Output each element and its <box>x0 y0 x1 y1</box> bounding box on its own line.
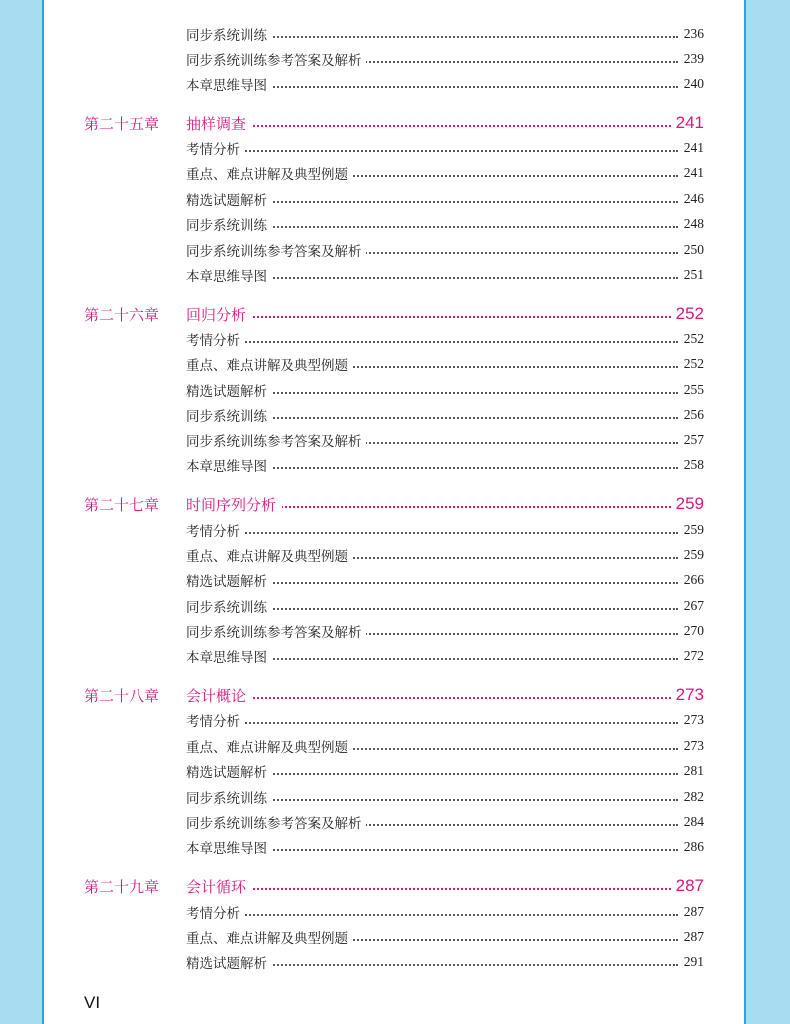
entry-title: 同步系统训练参考答案及解析 <box>186 240 366 260</box>
toc-entry[interactable] <box>44 568 744 592</box>
entry-title: 同步系统训练 <box>186 596 271 616</box>
dot-leader <box>186 697 678 699</box>
entry-page: 291 <box>680 954 704 970</box>
entry-title: 本章思维导图 <box>186 74 271 94</box>
chapter-number: 第二十五章 <box>84 114 160 133</box>
toc-entry[interactable] <box>44 835 744 859</box>
toc-entry[interactable] <box>44 327 744 351</box>
entry-page: 273 <box>680 738 704 754</box>
toc-entry[interactable] <box>44 518 744 542</box>
entry-page: 270 <box>680 623 704 639</box>
entry-title: 本章思维导图 <box>186 837 271 857</box>
toc-entry[interactable] <box>44 708 744 732</box>
entry-page: 272 <box>680 648 704 664</box>
toc-entry[interactable] <box>44 543 744 567</box>
entry-page: 252 <box>680 331 704 347</box>
toc-entry[interactable] <box>44 453 744 477</box>
toc-entry[interactable] <box>44 759 744 783</box>
dot-leader <box>186 722 678 724</box>
chapter-number: 第二十七章 <box>84 495 160 514</box>
dot-leader <box>186 914 678 916</box>
entry-page: 259 <box>680 522 704 538</box>
entry-title: 考情分析 <box>186 710 244 730</box>
chapter-title: 时间序列分析 <box>186 494 282 515</box>
entry-page: 257 <box>680 432 704 448</box>
entry-title: 重点、难点讲解及典型例题 <box>186 927 352 947</box>
entry-page: 246 <box>680 191 704 207</box>
toc-entry[interactable] <box>44 238 744 262</box>
entry-title: 精选试题解析 <box>186 570 271 590</box>
chapter-title: 会计概论 <box>186 685 252 706</box>
chapter-heading[interactable] <box>44 683 744 707</box>
chapter-number: 第二十九章 <box>84 877 160 896</box>
toc-entry[interactable] <box>44 785 744 809</box>
toc-entry[interactable] <box>44 352 744 376</box>
entry-title: 同步系统训练 <box>186 214 271 234</box>
chapter-heading[interactable] <box>44 302 744 326</box>
entry-title: 考情分析 <box>186 520 244 540</box>
chapter-page: 259 <box>672 494 704 514</box>
toc-entry[interactable] <box>44 810 744 834</box>
toc-entry[interactable] <box>44 644 744 668</box>
entry-title: 本章思维导图 <box>186 455 271 475</box>
entry-title: 同步系统训练参考答案及解析 <box>186 812 366 832</box>
entry-title: 重点、难点讲解及典型例题 <box>186 163 352 183</box>
toc-page <box>42 0 746 1024</box>
entry-title: 重点、难点讲解及典型例题 <box>186 354 352 374</box>
dot-leader <box>186 125 678 127</box>
entry-page: 259 <box>680 547 704 563</box>
entry-title: 重点、难点讲解及典型例题 <box>186 545 352 565</box>
page-number: VI <box>84 993 101 1012</box>
dot-leader <box>186 341 678 343</box>
toc-entry[interactable] <box>44 72 744 96</box>
toc-entry[interactable] <box>44 619 744 643</box>
toc-entry[interactable] <box>44 212 744 236</box>
toc-entry[interactable] <box>44 161 744 185</box>
entry-title: 精选试题解析 <box>186 189 271 209</box>
toc-entry[interactable] <box>44 136 744 160</box>
chapter-title: 抽样调查 <box>186 113 252 134</box>
chapter-page: 252 <box>672 304 704 324</box>
entry-page: 267 <box>680 598 704 614</box>
toc-entry[interactable] <box>44 22 744 46</box>
entry-page: 256 <box>680 407 704 423</box>
chapter-heading[interactable] <box>44 492 744 516</box>
entry-page: 273 <box>680 712 704 728</box>
toc-entry[interactable] <box>44 950 744 974</box>
chapter-page: 287 <box>672 876 704 896</box>
entry-page: 239 <box>680 51 704 67</box>
entry-page: 248 <box>680 216 704 232</box>
dot-leader <box>186 150 678 152</box>
entry-page: 266 <box>680 572 704 588</box>
entry-title: 精选试题解析 <box>186 952 271 972</box>
toc-entry[interactable] <box>44 187 744 211</box>
entry-page: 255 <box>680 382 704 398</box>
chapter-page: 273 <box>672 685 704 705</box>
dot-leader <box>186 532 678 534</box>
entry-title: 考情分析 <box>186 329 244 349</box>
entry-page: 281 <box>680 763 704 779</box>
toc-entry[interactable] <box>44 378 744 402</box>
toc-entry[interactable] <box>44 594 744 618</box>
entry-title: 同步系统训练参考答案及解析 <box>186 49 366 69</box>
entry-page: 286 <box>680 839 704 855</box>
entry-title: 同步系统训练参考答案及解析 <box>186 430 366 450</box>
entry-title: 本章思维导图 <box>186 265 271 285</box>
toc-entry[interactable] <box>44 428 744 452</box>
entry-page: 236 <box>680 26 704 42</box>
entry-title: 考情分析 <box>186 138 244 158</box>
entry-page: 258 <box>680 457 704 473</box>
toc-entry[interactable] <box>44 925 744 949</box>
chapter-title: 会计循环 <box>186 876 252 897</box>
chapter-heading[interactable] <box>44 111 744 135</box>
toc-entry[interactable] <box>44 263 744 287</box>
chapter-heading[interactable] <box>44 874 744 898</box>
entry-page: 240 <box>680 76 704 92</box>
entry-page: 287 <box>680 929 704 945</box>
toc-entry[interactable] <box>44 403 744 427</box>
chapter-page: 241 <box>672 113 704 133</box>
toc-entry[interactable] <box>44 47 744 71</box>
chapter-number: 第二十六章 <box>84 305 160 324</box>
entry-title: 本章思维导图 <box>186 646 271 666</box>
entry-title: 重点、难点讲解及典型例题 <box>186 736 352 756</box>
entry-page: 287 <box>680 904 704 920</box>
entry-title: 精选试题解析 <box>186 761 271 781</box>
entry-page: 284 <box>680 814 704 830</box>
entry-page: 282 <box>680 789 704 805</box>
dot-leader <box>186 888 678 890</box>
toc-entry[interactable] <box>44 900 744 924</box>
entry-title: 同步系统训练参考答案及解析 <box>186 621 366 641</box>
chapter-number: 第二十八章 <box>84 686 160 705</box>
entry-page: 252 <box>680 356 704 372</box>
entry-page: 250 <box>680 242 704 258</box>
entry-page: 241 <box>680 140 704 156</box>
entry-title: 同步系统训练 <box>186 787 271 807</box>
dot-leader <box>186 316 678 318</box>
entry-title: 同步系统训练 <box>186 405 271 425</box>
entry-title: 考情分析 <box>186 902 244 922</box>
chapter-title: 回归分析 <box>186 304 252 325</box>
entry-title: 精选试题解析 <box>186 380 271 400</box>
toc-entry[interactable] <box>44 734 744 758</box>
entry-page: 241 <box>680 165 704 181</box>
entry-page: 251 <box>680 267 704 283</box>
entry-title: 同步系统训练 <box>186 24 271 44</box>
